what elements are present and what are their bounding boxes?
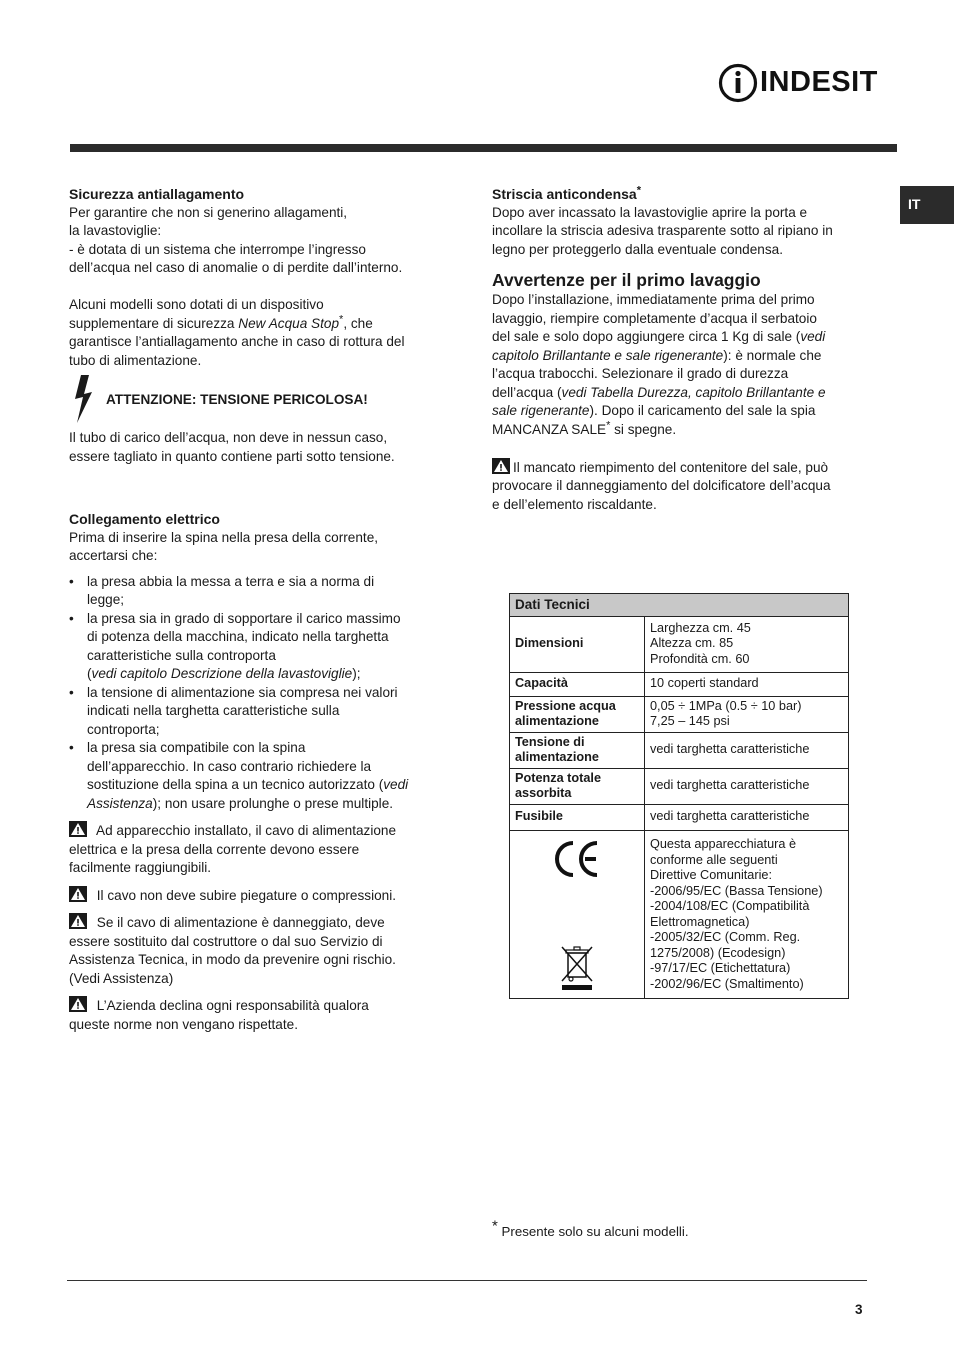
- row-value: vedi targhetta caratteristiche: [645, 804, 849, 830]
- table-title: Dati Tecnici: [510, 594, 849, 617]
- page-number: 3: [855, 1302, 863, 1317]
- warning-triangle-icon: [69, 996, 87, 1012]
- technical-data-table: [509, 593, 849, 999]
- table-row: [510, 616, 849, 672]
- table-row: [510, 804, 849, 830]
- list-item: • la presa sia in grado di sopportare il carico massimo di potenza della macchina, indicato nella targhetta caratteristiche sulla controporta (vedi capitolo Descrizione della lavastoviglie);: [69, 610, 459, 684]
- requirements-list: [69, 573, 459, 814]
- danger-text: Il tubo di carico dell’acqua, non deve in nessun caso, essere tagliato in quanto contiene parti sotto tensione.: [69, 430, 395, 464]
- warning-note: Il mancato riempimento del contenitore del sale, può: [492, 458, 892, 478]
- row-label: Capacità: [510, 672, 645, 696]
- text-line: la lavastoviglie:: [69, 223, 162, 238]
- row-label: Fusibile: [510, 804, 645, 830]
- warning-triangle-icon: [492, 458, 510, 474]
- footer-rule: [67, 1280, 867, 1281]
- ce-mark-icon: [551, 839, 603, 879]
- table-row: [510, 732, 849, 768]
- row-label: Dimensioni: [510, 616, 645, 672]
- left-column: [69, 185, 459, 370]
- weee-crossed-bin-icon: [560, 945, 594, 991]
- header-rule: [70, 144, 897, 152]
- row-value: vedi targhetta caratteristiche: [645, 732, 849, 768]
- section-title-electrical: Collegamento elettrico: [69, 511, 220, 527]
- row-label: Potenza totale assorbita: [510, 768, 645, 804]
- footnote: * Presente solo su alcuni modelli.: [492, 1217, 689, 1239]
- warning-note: L’Azienda declina ogni responsabilità qualora queste norme non vengano rispettate.: [69, 998, 369, 1032]
- footnote-star: *: [339, 312, 344, 325]
- text-line: Alcuni modelli sono dotati di un dispositivo: [69, 297, 324, 312]
- right-column: Striscia anticondensa* Dopo aver incassato la lavastoviglie aprire la porta e incollare la striscia adesiva trasparente sotto al ripiano in legno per proteggerlo dalla eventuale condensa. Avvertenze per il primo lavaggio Dopo l’installazione, immediatamente prima del primo lavaggio, riempire completamente d’acqua il serbatoio del sale e solo dopo aggiungere circa 1 Kg di sale (vedi capitolo Brillantante e sale rigenerante): è normale che l’acqua trabocchi. Selezionare il grado di durezza dell’acqua (vedi Tabella Durezza, capitolo Brillantante e sale rigenerante). Dopo il caricamento del sale la spia MANCANZA SALE* si spegne. Il mancato riempimento del contenitore del sale, può provocare il danneggiamento del dolcificatore dell’acqua e dell’elemento riscaldante.: [492, 185, 892, 514]
- table-row: [510, 672, 849, 696]
- danger-warning-label: ATTENZIONE: TENSIONE PERICOLOSA!: [106, 392, 368, 407]
- language-tab: IT: [900, 186, 954, 224]
- section-title-first-wash: Avvertenze per il primo lavaggio: [492, 270, 761, 290]
- list-item: • la presa sia compatibile con la spina dell’apparecchio. In caso contrario richiedere la sostituzione della spina a un tecnico autorizzato (vedi Assistenza); non usare prolunghe o prese multiple.: [69, 739, 459, 813]
- warning-triangle-icon: [69, 913, 87, 929]
- warning-triangle-icon: [69, 886, 87, 902]
- list-item: • la tensione di alimentazione sia compresa nei valori indicati nella targhetta caratteristiche sulla controporta;: [69, 684, 459, 740]
- compliance-marks: [510, 830, 645, 998]
- row-value: vedi targhetta caratteristiche: [645, 768, 849, 804]
- row-label: Tensione di alimentazione: [510, 732, 645, 768]
- text-line: Per garantire che non si generino allagamenti,: [69, 204, 348, 220]
- warning-note: Se il cavo di alimentazione è danneggiato, deve essere sostituito dal costruttore o dal suo Servizio di Assistenza Tecnica, in modo da prevenire ogni rischio. (Vedi Assistenza): [69, 915, 396, 986]
- warning-note: Ad apparecchio installato, il cavo di alimentazione elettrica e la presa della corrente devono essere facilmente raggiungibili.: [69, 823, 397, 875]
- lightning-icon: [72, 375, 94, 428]
- warning-triangle-icon: [69, 821, 87, 837]
- list-item: • la presa abbia la messa a terra e sia a norma di legge;: [69, 573, 459, 610]
- text-line: garantisce l’antiallagamento anche in caso di rottura del: [69, 334, 405, 349]
- indesit-logo: [718, 62, 878, 104]
- row-value: 10 coperti standard: [645, 672, 849, 696]
- row-value: 0,05 ÷ 1MPa (0.5 ÷ 10 bar) 7,25 – 145 psi: [645, 696, 849, 732]
- product-name: New Acqua Stop: [238, 315, 340, 331]
- table-row: [510, 768, 849, 804]
- brand-wordmark: INDESIT: [760, 66, 878, 98]
- text-line: tubo di alimentazione.: [69, 352, 202, 368]
- text-line: - è dotata di un sistema che interrompe l’ingresso: [69, 241, 366, 257]
- section-title-flood-safety: Sicurezza antiallagamento: [69, 186, 245, 202]
- row-value: Larghezza cm. 45 Altezza cm. 85 Profondità cm. 60: [645, 616, 849, 672]
- row-value: Questa apparecchiatura è conforme alle seguenti Direttive Comunitarie: -2006/95/EC (Bassa Tensione) -2004/108/EC (Compatibilità Elettromagnetica) -2005/32/EC (Comm. Reg. 1275/2008) (Ecodesign) -97/17/EC (Etichettatura) -2002/96/EC (Smaltimento): [645, 830, 849, 998]
- table-row: [510, 830, 849, 998]
- indesit-i-emblem-icon: [718, 62, 758, 104]
- row-label: Pressione acqua alimentazione: [510, 696, 645, 732]
- text-line: supplementare di sicurezza New Acqua Stop*, che: [69, 312, 373, 331]
- table-row: [510, 696, 849, 732]
- section-title-anti-condensation: Striscia anticondensa*: [492, 184, 641, 202]
- warning-note: Il cavo non deve subire piegature o compressioni.: [69, 886, 459, 906]
- table-header-row: [510, 594, 849, 617]
- electrical-section: Collegamento elettrico Prima di inserire la spina nella presa della corrente, accertarsi che: • la presa abbia la messa a terra e sia a norma di legge; • la presa sia in grado di sopportare il carico massimo di potenza della macchina, indicato nella targhetta caratteristiche sulla controporta (vedi capitolo Descrizione della lavastoviglie); • la tensione di alimentazione sia compresa nei valori indicati nella targhetta caratteristiche sulla controporta; • la presa sia compatibile con la spina dell’apparecchio. In caso contrario richiedere la sostituzione della spina a un tecnico autorizzato (vedi Assistenza); non usare prolunghe o prese multiple. Ad apparecchio installato, il cavo di alimentazione elettrica e la presa della corrente devono essere facilmente raggiungibili. Il cavo non deve subire piegature o compressioni. Se il cavo di alimentazione è danneggiato, deve essere sostituito dal costruttore o dal suo Servizio di Assistenza Tecnica, in modo da prevenire ogni rischio. (Vedi Assistenza) L’Azienda declina ogni responsabilità qualora queste norme non vengano rispettate.: [69, 510, 459, 1034]
- text-line: dell’acqua nel caso di anomalie o di perdite dall’interno.: [69, 260, 403, 275]
